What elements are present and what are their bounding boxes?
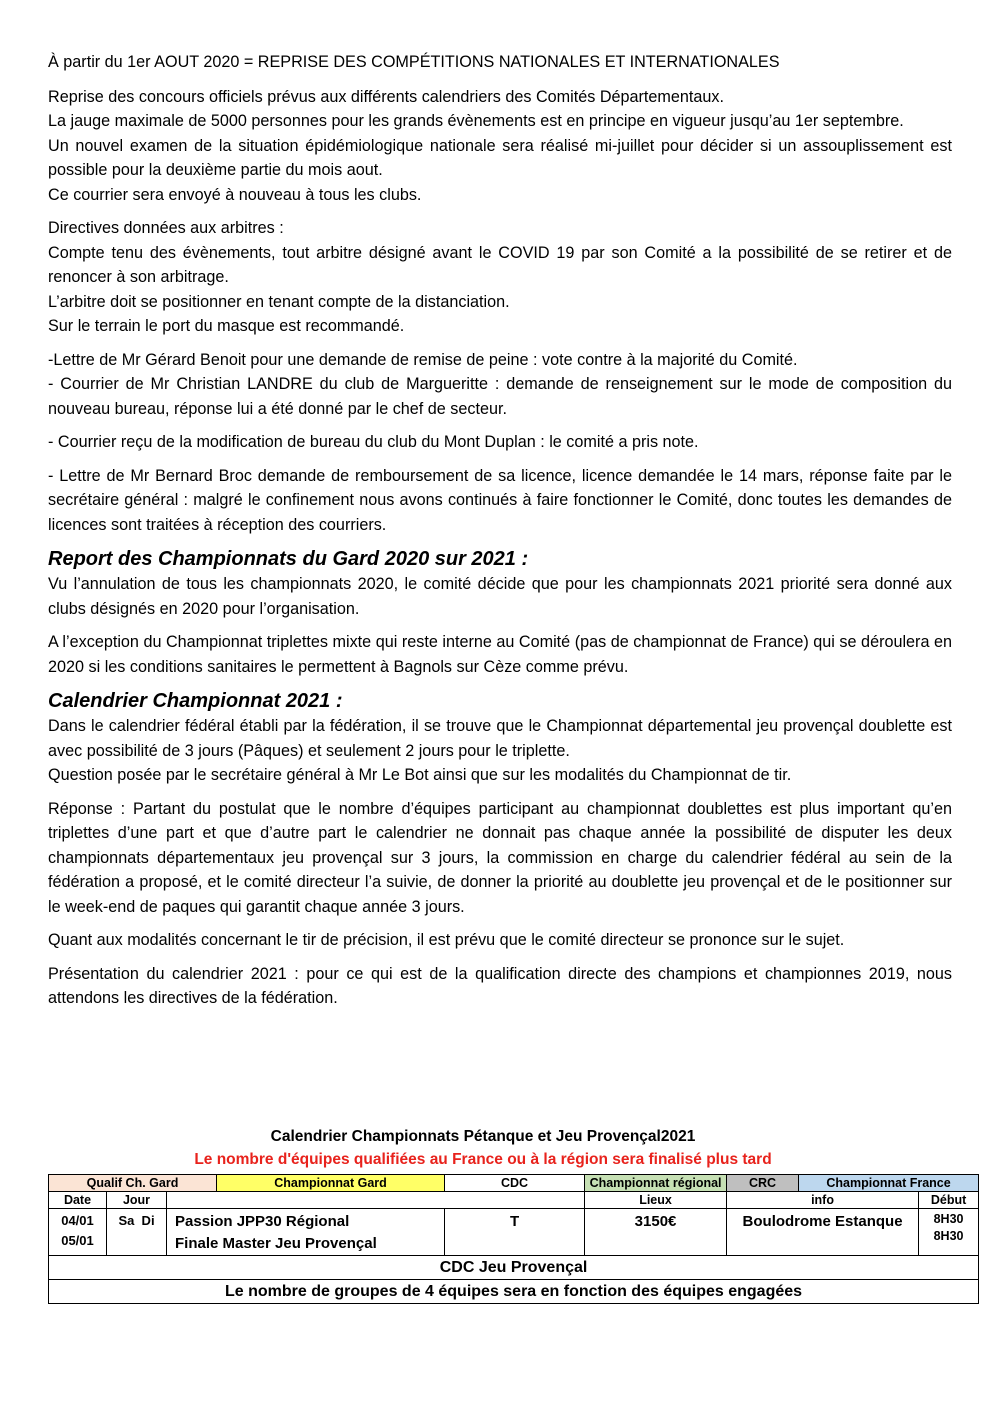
time-1: 8H30 [933, 1212, 964, 1226]
paragraph-report-1: Vu l’annulation de tous les championnats 2020, le comité décide que pour les championnats 2021 priorité sera donné aux clubs désignés en 2020 pour l’organisation. [48, 575, 952, 618]
paragraph-courriers: -Lettre de Mr Gérard Benoit pour une demande de remise de peine : vote contre à la majorité du Comité. - Courrier de Mr Christian LANDRE du club de Margueritte : demande de renseignement sur le mode de composition du nouveau bureau, réponse lui a été donné par le chef de secteur. [48, 350, 952, 418]
cell-dates [49, 1209, 107, 1256]
paragraph-tir-precision: Quant aux modalités concernant le tir de précision, il est prévu que le comité directeur se prononce sur le sujet. [48, 931, 845, 949]
paragraph-reponse: Réponse : Partant du postulat que le nombre d’équipes participant au championnat doublettes est plus important qu’en triplettes d’une part et que d’autre part le calendrier ne donnait pas chaque année la possibilité de disputer les deux championnats départementaux jeu provençal sur 3 jours, la commission en charge du calendrier fédéral au sein de la fédération a proposé, et le comité directeur l’a suivie, de donner la priorité au doublette jeu provençal et de le positionner sur le week-end de paques qui garantit chaque année 3 jours. [48, 799, 952, 916]
cdc-label: CDC Jeu Provençal [49, 1256, 979, 1280]
heading-calendrier-2021: Calendrier Championnat 2021 : [48, 690, 343, 712]
cell-prize: 3150€ [585, 1209, 727, 1256]
calendar-subtitle: Le nombre d'équipes qualifiées au France ou à la région sera finalisé plus tard [194, 1151, 772, 1168]
event-2: Finale Master Jeu Provençal [175, 1235, 377, 1252]
cell-times [919, 1209, 979, 1256]
date-2: 05/01 [61, 1233, 94, 1248]
header-info: info [727, 1192, 919, 1209]
heading-report-championnats: Report des Championnats du Gard 2020 sur 2021 : [48, 548, 529, 570]
date-1: 04/01 [61, 1213, 94, 1228]
groups-note: Le nombre de groupes de 4 équipes sera en fonction des équipes engagées [49, 1280, 979, 1304]
time-2: 8H30 [933, 1229, 964, 1243]
paragraph-presentation: Présentation du calendrier 2021 : pour ce qui est de la qualification directe des champions et championnes 2019, nous attendons les directives de la fédération. [48, 964, 952, 1007]
legend-row [49, 1175, 979, 1192]
intro-line: À partir du 1er AOUT 2020 = REPRISE DES COMPÉTITIONS NATIONALES ET INTERNATIONALES [48, 53, 780, 71]
paragraph-calendrier-1: Dans le calendrier fédéral établi par la fédération, il se trouve que le Championnat départemental jeu provençal doublette est avec possibilité de 3 jours (Pâques) et seulement 2 jours pour le triplette. Question posée par le secrétaire général à Mr Le Bot ainsi que sur les modalités du Championnat de tir. [48, 717, 952, 784]
cdc-row [49, 1256, 979, 1280]
legend-championnat-gard: Championnat Gard [217, 1175, 445, 1192]
cell-jour: Sa Di [107, 1209, 167, 1256]
cell-type: T [445, 1209, 585, 1256]
cell-venue: Boulodrome Estanque [727, 1209, 919, 1256]
header-lieux: Lieux [585, 1192, 727, 1209]
paragraph-licence: - Lettre de Mr Bernard Broc demande de remboursement de sa licence, licence demandée le 14 mars, réponse faite par le secrétaire général : malgré le confinement nous avons continués à faire fonctionner le Comité, donc toutes les demandes de licences sont traitées à réception des courriers. [48, 466, 952, 534]
paragraph-report-2: A l’exception du Championnat triplettes mixte qui reste interne au Comité (pas de championnat de France) qui se déroulera en 2020 si les conditions sanitaires le permettent à Bagnols sur Cèze comme prévu. [48, 633, 952, 676]
calendar-table [48, 1174, 979, 1304]
paragraph-mont-duplan: - Courrier reçu de la modification de bureau du club du Mont Duplan : le comité a pris note. [48, 433, 699, 451]
event-1: Passion JPP30 Régional [175, 1213, 350, 1230]
legend-championnat-france: Championnat France [799, 1175, 979, 1192]
legend-crc: CRC [727, 1175, 799, 1192]
groups-row [49, 1280, 979, 1304]
cell-event [167, 1209, 445, 1256]
header-debut: Début [919, 1192, 979, 1209]
calendar-title: Calendrier Championnats Pétanque et Jeu Provençal2021 [270, 1128, 696, 1145]
header-date: Date [49, 1192, 107, 1209]
header-row [49, 1192, 979, 1209]
header-jour: Jour [107, 1192, 167, 1209]
paragraph-reprise: Reprise des concours officiels prévus aux différents calendriers des Comités Départementaux. La jauge maximale de 5000 personnes pour les grands évènements est en principe en vigueur jusqu’au 1er septembre. Un nouvel examen de la situation épidémiologique nationale sera réalisé mi-juillet pour décider si un assouplissement est possible pour la deuxième partie du mois aout. Ce courrier sera envoyé à nouveau à tous les clubs. [48, 87, 952, 204]
legend-cdc: CDC [445, 1175, 585, 1192]
legend-qualif-gard: Qualif Ch. Gard [49, 1175, 217, 1192]
calendar-section [48, 1126, 967, 1304]
legend-championnat-regional: Championnat régional [585, 1175, 727, 1192]
document-body [48, 50, 952, 1020]
paragraph-arbitres: Directives données aux arbitres : Compte tenu des évènements, tout arbitre désigné avant le COVID 19 par son Comité a la possibilité de se retirer et de renoncer à son arbitrage. L’arbitre doit se positionner en tenant compte de la distanciation. Sur le terrain le port du masque est recommandé. [48, 219, 952, 335]
table-row [49, 1209, 979, 1256]
